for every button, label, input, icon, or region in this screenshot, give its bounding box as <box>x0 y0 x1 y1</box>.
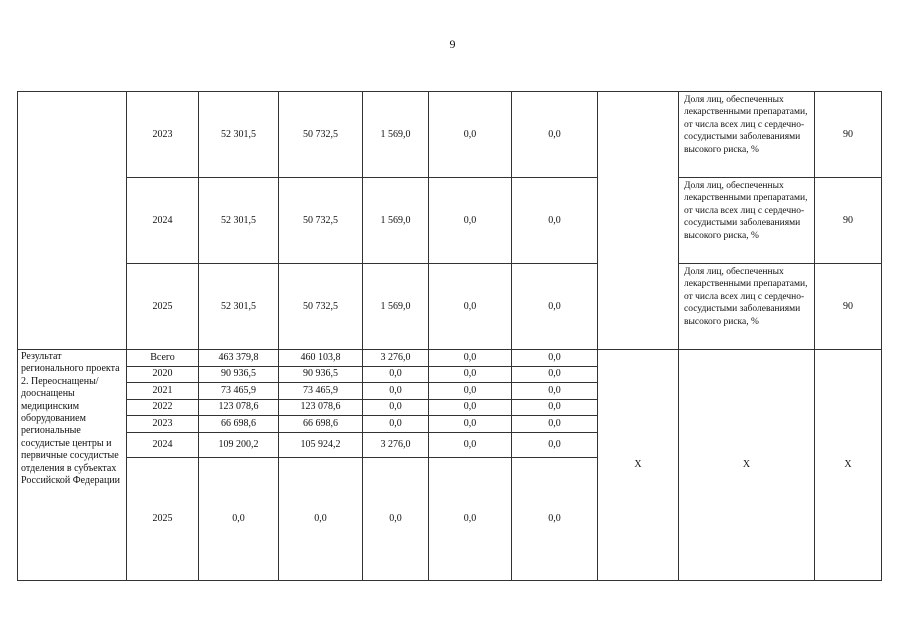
municipal-cell: 0,0 <box>429 366 512 383</box>
municipal-cell: 0,0 <box>429 399 512 416</box>
result-label-cell: Результат регионального проекта 2. Переоснащены/ дооснащены медицинским оборудованием региональные сосудистые центры и первичные сосудистые отделения в субъектах Российской Федерации <box>18 350 127 581</box>
year-cell: 2021 <box>127 383 199 400</box>
year-cell: 2023 <box>127 416 199 433</box>
x-cell: Х <box>815 350 882 581</box>
year-cell: 2022 <box>127 399 199 416</box>
extrabudget-cell: 0,0 <box>512 350 598 367</box>
extrabudget-cell: 0,0 <box>512 399 598 416</box>
regional-cell: 0,0 <box>363 383 429 400</box>
empty-label-cell <box>18 92 127 350</box>
federal-cell: 460 103,8 <box>279 350 363 367</box>
total-cell: 0,0 <box>199 457 279 580</box>
target-cell: 90 <box>815 264 882 350</box>
municipal-cell: 0,0 <box>429 383 512 400</box>
table-row <box>18 92 882 178</box>
total-cell: 123 078,6 <box>199 399 279 416</box>
extrabudget-cell: 0,0 <box>512 416 598 433</box>
regional-cell: 3 276,0 <box>363 432 429 457</box>
municipal-cell: 0,0 <box>429 416 512 433</box>
federal-cell: 73 465,9 <box>279 383 363 400</box>
x-cell: Х <box>679 350 815 581</box>
regional-cell: 1 569,0 <box>363 264 429 350</box>
federal-cell: 0,0 <box>279 457 363 580</box>
extrabudget-cell: 0,0 <box>512 383 598 400</box>
municipal-cell: 0,0 <box>429 457 512 580</box>
indicator-cell: Доля лиц, обеспеченных лекарственными препаратами, от числа всех лиц с сердечно-сосудистыми заболеваниями высокого риска, % <box>679 178 815 264</box>
extrabudget-cell: 0,0 <box>512 457 598 580</box>
municipal-cell: 0,0 <box>429 432 512 457</box>
total-cell: 73 465,9 <box>199 383 279 400</box>
x-cell: Х <box>598 350 679 581</box>
year-cell: Всего <box>127 350 199 367</box>
total-cell: 463 379,8 <box>199 350 279 367</box>
target-cell: 90 <box>815 92 882 178</box>
federal-cell: 90 936,5 <box>279 366 363 383</box>
total-cell: 52 301,5 <box>199 92 279 178</box>
total-cell: 109 200,2 <box>199 432 279 457</box>
regional-cell: 0,0 <box>363 416 429 433</box>
year-cell: 2025 <box>127 264 199 350</box>
extrabudget-cell: 0,0 <box>512 366 598 383</box>
municipal-cell: 0,0 <box>429 264 512 350</box>
municipal-cell: 0,0 <box>429 350 512 367</box>
federal-cell: 123 078,6 <box>279 399 363 416</box>
regional-cell: 3 276,0 <box>363 350 429 367</box>
total-cell: 66 698,6 <box>199 416 279 433</box>
indicator-cell: Доля лиц, обеспеченных лекарственными препаратами, от числа всех лиц с сердечно-сосудистыми заболеваниями высокого риска, % <box>679 264 815 350</box>
federal-cell: 50 732,5 <box>279 264 363 350</box>
regional-cell: 1 569,0 <box>363 178 429 264</box>
year-cell: 2024 <box>127 178 199 264</box>
regional-cell: 0,0 <box>363 366 429 383</box>
total-cell: 52 301,5 <box>199 178 279 264</box>
municipal-cell: 0,0 <box>429 92 512 178</box>
regional-cell: 0,0 <box>363 457 429 580</box>
table-row <box>18 264 882 350</box>
total-cell: 90 936,5 <box>199 366 279 383</box>
target-cell: 90 <box>815 178 882 264</box>
federal-cell: 66 698,6 <box>279 416 363 433</box>
year-cell: 2025 <box>127 457 199 580</box>
extrabudget-cell: 0,0 <box>512 264 598 350</box>
extrabudget-cell: 0,0 <box>512 432 598 457</box>
federal-cell: 50 732,5 <box>279 178 363 264</box>
extrabudget-cell: 0,0 <box>512 92 598 178</box>
regional-cell: 1 569,0 <box>363 92 429 178</box>
regional-cell: 0,0 <box>363 399 429 416</box>
year-cell: 2020 <box>127 366 199 383</box>
federal-cell: 105 924,2 <box>279 432 363 457</box>
total-cell: 52 301,5 <box>199 264 279 350</box>
empty-cell <box>598 92 679 350</box>
federal-cell: 50 732,5 <box>279 92 363 178</box>
budget-table <box>17 91 882 581</box>
year-cell: 2024 <box>127 432 199 457</box>
page-number: 9 <box>449 37 456 51</box>
year-cell: 2023 <box>127 92 199 178</box>
municipal-cell: 0,0 <box>429 178 512 264</box>
indicator-cell: Доля лиц, обеспеченных лекарственными препаратами, от числа всех лиц с сердечно-сосудистыми заболеваниями высокого риска, % <box>679 92 815 178</box>
extrabudget-cell: 0,0 <box>512 178 598 264</box>
table-row <box>18 350 882 367</box>
table-row <box>18 178 882 264</box>
